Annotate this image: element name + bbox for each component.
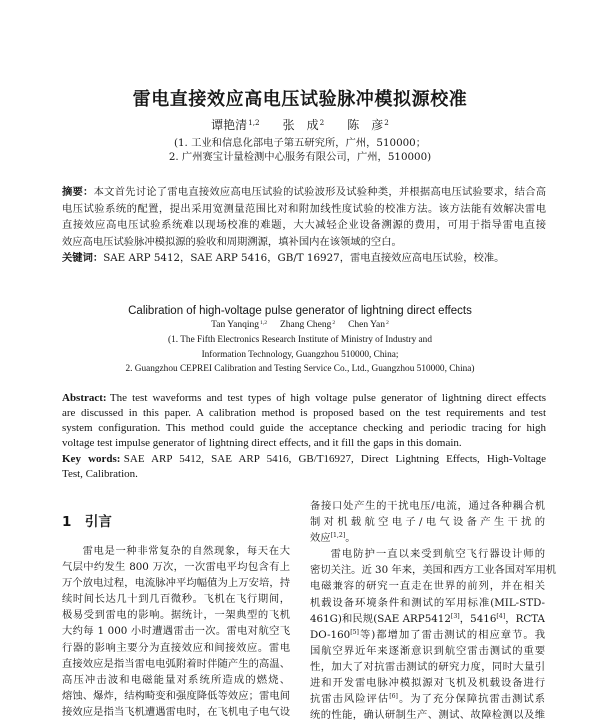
affiliation-en: 2. Guangzhou CEPREI Calibration and Testing Service Co., Ltd., Guangzhou 510000, China): [125, 364, 475, 374]
affiliation-cn: (1. 工业和信息化部电子第五研究所，广州，510000；: [173, 137, 427, 149]
author-affiliation-mark: 2: [319, 117, 325, 127]
keywords-text: SAE ARP 5412，SAE ARP 5416，GB/T 16927，雷电直接效应高电压试验，校准。: [103, 252, 505, 264]
keywords-label: 关键词：: [62, 252, 104, 264]
author: [347, 118, 389, 132]
author-list-en: [0, 319, 600, 332]
citation-mark: [3]: [450, 612, 460, 620]
author: [280, 320, 335, 330]
abstract-text: The test waveforms and test types of high voltage pulse generator of lightning direct effects: [109, 392, 546, 404]
body-text: ，5416: [459, 612, 497, 625]
author-affiliation-mark: 2: [332, 319, 336, 326]
author-name: 张 成: [282, 118, 319, 132]
keywords-line: Test, Calibration.: [62, 468, 138, 480]
author-affiliation-mark: 2: [386, 319, 389, 326]
body-text: 抗雷击风险评估: [310, 693, 390, 706]
abstract-line: are discussed in this paper. A calibration method is proposed based on the test requirements and test: [62, 407, 546, 419]
body-text: 461G)和民规(SAE ARP5412: [310, 612, 451, 625]
body-text-line: 电磁兼容的研究一直走在世界的前列，并在相关: [310, 580, 545, 593]
body-text: 效应: [310, 532, 331, 545]
body-text-line: [310, 627, 545, 643]
affiliation-en: (1. The Fifth Electronics Research Institute of Ministry of Industry and: [168, 335, 432, 345]
body-text-line: 大约每 1 000 小时遭遇雷击一次。雷电对航空飞: [62, 625, 290, 638]
keywords-en: [62, 452, 546, 482]
body-text-line: [310, 530, 545, 546]
body-text-line: 雷电是一种非常复杂的自然现象，每天在大: [82, 545, 290, 557]
author: [211, 118, 259, 132]
body-text-line: 密切关注。近 30 年来，美国和西方工业各国对军用机: [310, 564, 557, 577]
section-title: 引言: [84, 514, 112, 530]
keywords-line: [62, 452, 546, 467]
body-text: ，RCTA: [505, 612, 545, 625]
author-affiliation-mark: 2: [384, 117, 389, 127]
abstract-line: 效应高电压试验脉冲模拟源的验收和周期溯源，填补国内在该领域的空白。: [62, 235, 402, 248]
author-name: 谭艳清: [211, 118, 248, 132]
abstract-line: 直接效应高电压试验系统难以现场校准的难题，大大减轻企业设备溯源的费用，可用于指导雷电直接: [62, 219, 546, 231]
citation-mark: [6]: [389, 693, 398, 701]
body-text-line: 高压冲击波和电磁能量对系统所造成的燃烧、: [62, 673, 290, 686]
abstract-label: 摘要：: [62, 186, 94, 198]
body-text-line: 备接口处产生的干扰电压/电流，通过各种耦合机: [310, 500, 545, 512]
keywords-text: SAE ARP 5412, SAE ARP 5416, GB/T16927, Direct Lightning Effects, High-Voltage: [123, 453, 547, 465]
citation-mark: [4]: [496, 612, 506, 620]
body-text-line: 统的性能，确认研制生产、测试、故障检测以及维: [310, 709, 545, 722]
author-affiliation-mark: 1,2: [248, 117, 260, 127]
paper-title-en: Calibration of high-voltage pulse generator of lightning direct effects: [128, 305, 472, 317]
affiliation-cn: 2. 广州赛宝计量检测中心服务有限公司，广州，510000): [168, 151, 432, 163]
abstract-line: 电压试验系统的配置，提出采用宽测量范围比对和附加线性度试验的校准方法。该方法能有效解决雷电: [62, 202, 546, 215]
citation-mark: [1,2]: [330, 532, 346, 540]
body-text: 。为了充分保障抗雷击测试系: [397, 693, 545, 706]
body-text-line: [310, 691, 545, 707]
body-text-line: 极易受到雷电的影响。据统计，一架典型的飞机: [62, 609, 290, 622]
author-name: Chen Yan: [348, 320, 386, 330]
body-text-line: 万个放电过程，电流脉冲平均幅值为上万安培，持: [62, 577, 290, 590]
abstract-en: [62, 391, 546, 451]
body-text: 等)都增加了雷击测试的相应章节。我: [358, 628, 545, 641]
abstract-cn: [62, 184, 546, 267]
author-list-cn: [0, 117, 600, 133]
abstract-label: Abstract:: [62, 392, 107, 404]
body-text-line: 国航空界近年来逐渐意识到航空雷击测试的重要: [310, 644, 545, 657]
author-name: Zhang Cheng: [279, 320, 332, 330]
keywords-cn: [62, 250, 546, 267]
abstract-line: voltage test impulse generator of lightning direct effects, and it fill the gaps in this domain.: [62, 437, 462, 449]
abstract-text: 本文首先讨论了雷电直接效应高电压试验的试验波形及试验种类，并根据高电压试验要求，结合高: [93, 186, 547, 198]
body-text-line: 气层中约发生 800 万次，一次雷电平均包含有上: [62, 561, 290, 574]
body-text: DO-160: [310, 628, 351, 641]
body-text-line: 机载设备环境条件和测试的军用标准(MIL-STD-: [310, 596, 545, 609]
body-text-line: 接效应是指当飞机遭遇雷电时，在飞机电子电气设: [62, 705, 290, 718]
abstract-line: [62, 391, 546, 406]
body-text-line: 性，加大了对抗雷击测试的研究力度，同时大量引: [310, 660, 545, 673]
body-text: 。: [345, 532, 356, 545]
author-affiliation-mark: 1,2: [260, 319, 268, 326]
body-text-line: 熔蚀、爆炸，结构畸变和强度降低等效应；雷电间: [62, 689, 290, 702]
section-number: 1: [62, 514, 72, 530]
author: [348, 320, 389, 330]
body-text-line: 进和开发雷电脉冲模拟源对飞机及机载设备进行: [310, 677, 545, 690]
body-text-line: [310, 611, 545, 627]
section-heading: [62, 513, 112, 531]
affiliation-en: Information Technology, Guangzhou 510000, China;: [201, 349, 399, 360]
abstract-line: system configuration. This method could guide the acceptance checking and periodic tracing for high: [62, 422, 546, 434]
body-text-line: 制对机载航空电子/电气设备产生干扰的: [310, 516, 545, 529]
body-column-right: [310, 498, 557, 723]
author-name: 陈 彦: [347, 118, 384, 132]
body-text-line: 直接效应是指当雷电电弧附着时伴随产生的高温、: [62, 657, 290, 670]
keywords-label: Key words:: [62, 453, 121, 465]
body-text-line: 行器的影响主要分为直接效应和间接效应。雷电: [62, 641, 290, 654]
paper-title-cn: 雷电直接效应高电压试验脉冲模拟源校准: [132, 89, 468, 110]
body-text-line: 续时间长达几十到几百微秒。飞机在飞行期间，: [62, 593, 290, 606]
author-name: Tan Yanqing: [211, 320, 260, 330]
citation-mark: [5]: [350, 629, 359, 637]
author: [211, 320, 267, 330]
body-text-line: 雷电防护一直以来受到航空飞行器设计师的: [330, 548, 545, 561]
author: [283, 118, 325, 132]
abstract-line: [62, 184, 546, 201]
body-column-left: [62, 543, 290, 720]
